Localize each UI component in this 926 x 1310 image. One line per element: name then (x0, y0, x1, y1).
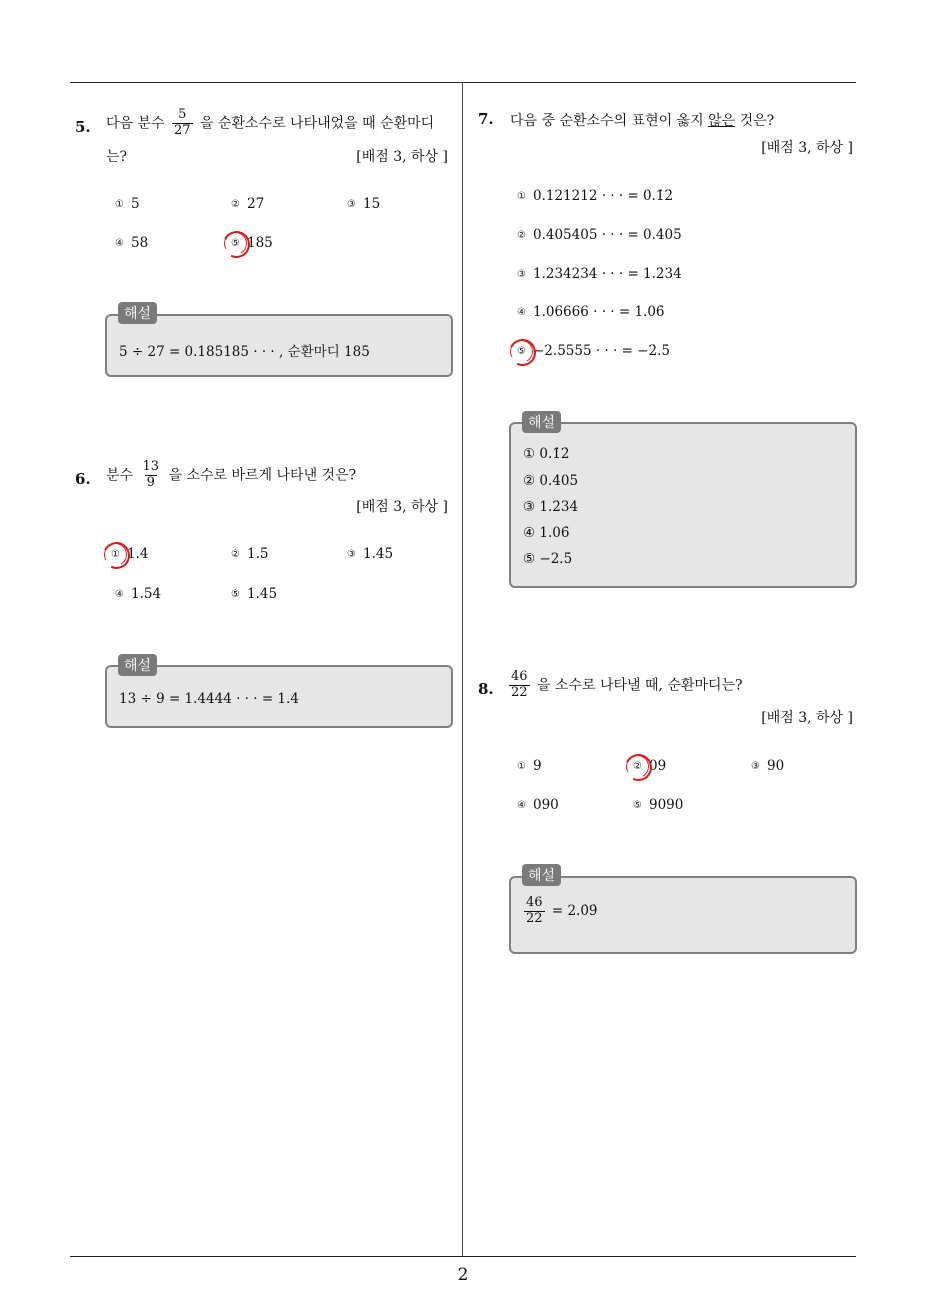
question-number: 8. (478, 680, 494, 698)
choice-5[interactable]: ⑤ −2.5555 · · · = −2̇.5̇ (514, 343, 670, 359)
solution-text: 13 ÷ 9 = 1.4444 · · · = 1.4̇ (119, 691, 299, 707)
answer-mark: ⑤ (514, 344, 529, 359)
solution-tag: 해설 (522, 411, 561, 433)
choice-2[interactable]: ② 0.405405 · · · = 0.4̇05̇ (517, 227, 682, 243)
solution-tag: 해설 (522, 864, 561, 886)
choice-3[interactable]: ③ 1.234234 · · · = 1.2̇34̇ (517, 266, 682, 282)
choice-5[interactable]: ⑤ 1.45̇ (231, 586, 278, 602)
choice-5[interactable]: ⑤ 185 (228, 235, 273, 251)
solution-tag: 해설 (118, 302, 157, 324)
answer-mark: ① (108, 547, 123, 562)
solution-box (509, 422, 857, 588)
solution-line-4: ④ 1.06̇ (523, 525, 570, 541)
answer-mark: ② (630, 759, 645, 774)
choice-1[interactable]: ① 9 (517, 758, 542, 774)
solution-line-3: ③ 1.2̇34̇ (523, 499, 579, 515)
question-text: $\frac{46}{22}$ 을 소수로 나타낼 때, 순환마디는? (511, 669, 743, 700)
question-number: 5. (75, 118, 91, 136)
top-rule (70, 82, 856, 83)
choice-5[interactable]: ⑤ 9090 (633, 797, 684, 813)
solution-text: $\frac{46}{22}$ = 2.0̇9̇ (526, 895, 598, 926)
question-text: 다음 분수 $\frac{5}{27}$ 을 순환소수로 나타내었을 때 순환마디 (106, 107, 435, 138)
question-number: 7. (478, 110, 494, 128)
choice-1[interactable]: ① 0.121212 · · · = 0.1̇2̇ (517, 188, 674, 204)
answer-mark: ⑤ (228, 236, 243, 251)
solution-line-2: ② 0.4̇05̇ (523, 473, 579, 489)
solution-box (105, 314, 453, 377)
fraction: $\frac{5}{27}$ (174, 107, 191, 138)
question-text: 분수 $\frac{13}{9}$ 을 소수로 바르게 나타낸 것은? (106, 459, 357, 490)
score-label: [배점 3, 하상 ] (356, 499, 448, 515)
question-number: 6. (75, 470, 91, 488)
solution-text: 5 ÷ 27 = 0.185185 · · · , 순환마디 185 (119, 344, 370, 360)
choice-2[interactable]: ② 09 (630, 758, 666, 774)
choice-1[interactable]: ① 1.4̇ (108, 546, 148, 562)
question-text: 다음 중 순환소수의 표현이 옳지 않은 것은? (510, 113, 775, 129)
solution-tag: 해설 (118, 654, 157, 676)
choice-4[interactable]: ④ 1.06666 · · · = 1.06̇ (517, 304, 665, 320)
choice-2[interactable]: ② 1.5̇ (231, 546, 269, 562)
solution-line-5: ⑤ −2.5̇ (523, 551, 573, 567)
choice-4[interactable]: ④ 090 (517, 797, 559, 813)
choice-3[interactable]: ③ 15 (347, 196, 381, 212)
solution-line-1: ① 0.1̇2̇ (523, 446, 570, 462)
solution-box (509, 876, 857, 954)
fraction: $\frac{46}{22}$ (511, 669, 528, 700)
choice-4[interactable]: ④ 58 (115, 235, 149, 251)
choice-4[interactable]: ④ 1.54̇ (115, 586, 162, 602)
bottom-rule (70, 1256, 856, 1257)
question-text-line2: 는? (106, 149, 128, 165)
score-label: [배점 3, 하상 ] (761, 710, 853, 726)
choice-1[interactable]: ① 5 (115, 196, 140, 212)
score-label: [배점 3, 하상 ] (761, 140, 853, 156)
choice-3[interactable]: ③ 90 (751, 758, 785, 774)
fraction: $\frac{46}{22}$ (526, 895, 543, 926)
choice-2[interactable]: ② 27 (231, 196, 265, 212)
solution-box (105, 665, 453, 728)
fraction: $\frac{13}{9}$ (142, 459, 160, 490)
column-divider (462, 83, 463, 1256)
choice-3[interactable]: ③ 1.4̇5̇ (347, 546, 394, 562)
score-label: [배점 3, 하상 ] (356, 149, 448, 165)
page-number: 2 (457, 1265, 469, 1285)
